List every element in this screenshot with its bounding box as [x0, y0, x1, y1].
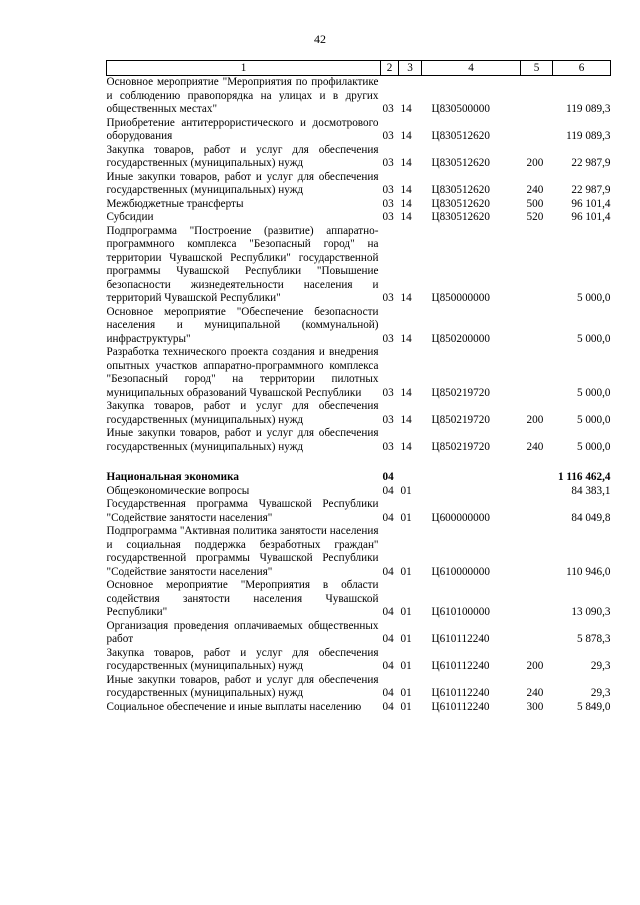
- row-subsection: 14: [400, 157, 412, 169]
- row-name: Основное мероприятие "Мероприятия в области содействия занятости населения Чувашской Республики": [106, 579, 379, 618]
- row-amount: 5 000,0: [576, 292, 611, 304]
- row-expense-type: 200: [526, 413, 544, 426]
- row-amount: 119 089,3: [566, 130, 611, 142]
- row-expense-type: [521, 525, 553, 579]
- table-row: [107, 144, 611, 171]
- row-subsection: 14: [400, 413, 412, 426]
- row-section: 04: [382, 471, 394, 483]
- table-row: [107, 225, 611, 306]
- table-row: [107, 400, 611, 427]
- row-amount: 5 000,0: [576, 440, 611, 453]
- row-expense-type: 200: [526, 660, 544, 672]
- row-expense-type: [521, 76, 553, 117]
- header-row: [107, 61, 611, 76]
- table-row: [107, 306, 611, 347]
- row-target-code: Ц610112240: [431, 700, 490, 713]
- row-section: 04: [382, 700, 394, 713]
- row-expense-type: 520: [526, 211, 544, 223]
- row-target-code: Ц850000000: [431, 292, 490, 304]
- table-row: [107, 346, 611, 400]
- row-subsection: 01: [400, 606, 412, 618]
- header-col-6: 6: [553, 61, 611, 76]
- row-subsection: 14: [400, 292, 412, 304]
- row-amount: 84 383,1: [571, 484, 611, 497]
- row-section: 03: [382, 130, 394, 142]
- row-expense-type: 240: [526, 440, 544, 453]
- row-subsection: 14: [400, 386, 412, 399]
- row-amount: 5 000,0: [576, 413, 611, 426]
- row-expense-type: [521, 225, 553, 306]
- row-amount: 1 116 462,4: [557, 471, 611, 483]
- row-section: 03: [382, 157, 394, 169]
- row-target-code: Ц850219720: [431, 440, 490, 453]
- row-name: Организация проведения оплачиваемых общественных работ: [106, 619, 379, 645]
- row-target-code: Ц600000000: [431, 511, 490, 524]
- row-target-code: Ц830500000: [431, 103, 490, 115]
- row-name: Межбюджетные трансферты: [106, 197, 244, 210]
- header-col-4: 4: [422, 61, 521, 76]
- row-subsection: 14: [400, 211, 412, 223]
- row-expense-type: 300: [526, 700, 544, 713]
- row-name: Государственная программа Чувашской Республики "Содействие занятости населения": [106, 498, 379, 524]
- row-target-code: Ц610112240: [431, 660, 490, 672]
- row-amount: 22 987,9: [571, 184, 611, 196]
- row-name: Иные закупки товаров, работ и услуг для обеспечения государственных (муниципальных) нужд: [106, 427, 379, 453]
- page-number: 42: [314, 32, 326, 46]
- row-target-code: Ц610112240: [431, 687, 490, 699]
- row-target-code: Ц610000000: [431, 565, 490, 578]
- row-subsection: 01: [400, 700, 412, 713]
- header-col-2: 2: [381, 61, 399, 76]
- row-name: Национальная экономика: [106, 471, 239, 483]
- row-name: Закупка товаров, работ и услуг для обеспечения государственных (муниципальных) нужд: [106, 646, 379, 672]
- header-col-5: 5: [521, 61, 553, 76]
- row-expense-type: 500: [526, 197, 544, 210]
- row-section: 04: [382, 687, 394, 699]
- row-expense-type: [521, 346, 553, 400]
- row-target-code: Ц830512620: [431, 157, 490, 169]
- row-expense-type: 200: [526, 157, 544, 169]
- row-name: Иные закупки товаров, работ и услуг для обеспечения государственных (муниципальных) нужд: [106, 673, 379, 699]
- row-expense-type: 240: [526, 184, 544, 196]
- row-target-code: Ц610112240: [431, 633, 490, 645]
- header-col-3: 3: [399, 61, 422, 76]
- table-row: [107, 498, 611, 525]
- row-subsection: 01: [400, 565, 412, 578]
- row-name: Закупка товаров, работ и услуг для обеспечения государственных (муниципальных) нужд: [106, 143, 379, 169]
- row-section: 04: [382, 565, 394, 578]
- table-row: [107, 427, 611, 454]
- row-target-code: Ц830512620: [431, 184, 490, 196]
- row-amount: 5 000,0: [576, 386, 611, 399]
- table-body: [107, 76, 611, 715]
- table-row: [107, 117, 611, 144]
- row-expense-type: [521, 498, 553, 525]
- row-name: Подпрограмма "Построение (развитие) аппаратно-программного комплекса "Безопасный город" на территории Чувашской Республики" государственной программы Чувашской Республики "Повышение безопасности жизнедеятельности населения и территорий Чувашской Республики": [106, 224, 379, 304]
- row-amount: 5 878,3: [576, 633, 611, 645]
- row-target-code: [422, 485, 521, 499]
- row-name: Подпрограмма "Активная политика занятости населения и социальная поддержка безработных граждан" государственной программы Чувашской Республики "Содействие занятости населения": [106, 525, 379, 578]
- row-target-code: Ц830512620: [431, 197, 490, 210]
- row-name: Приобретение антитеррористического и досмотрового оборудования: [106, 116, 379, 142]
- row-expense-type: 240: [526, 687, 544, 699]
- row-section: 03: [382, 292, 394, 304]
- row-subsection: 01: [400, 511, 412, 524]
- row-target-code: Ц850219720: [431, 413, 490, 426]
- row-name: Разработка технического проекта создания и внедрения опытных участков аппаратно-программного комплекса "Безопасный город" на территории пилотных муниципальных образований Чувашской Республики: [106, 346, 379, 399]
- row-section: 03: [382, 211, 394, 223]
- row-section: 04: [382, 633, 394, 645]
- row-amount: 84 049,8: [571, 511, 611, 524]
- row-target-code: Ц830512620: [431, 211, 490, 223]
- row-subsection: 14: [400, 440, 412, 453]
- spacer-row: [107, 454, 611, 471]
- row-section: 04: [382, 660, 394, 672]
- row-amount: 5 000,0: [576, 332, 611, 345]
- row-section: 04: [382, 484, 394, 497]
- row-target-code: Ц850200000: [431, 332, 490, 345]
- budget-table: [106, 60, 611, 714]
- row-expense-type: [521, 579, 553, 620]
- row-amount: 96 101,4: [571, 211, 611, 223]
- row-subsection: 01: [400, 484, 412, 497]
- row-subsection: [399, 471, 422, 485]
- row-amount: 96 101,4: [571, 197, 611, 210]
- row-section: 03: [382, 440, 394, 453]
- row-subsection: 14: [400, 197, 412, 210]
- row-expense-type: [521, 471, 553, 485]
- row-section: 03: [382, 332, 394, 345]
- row-section: 03: [382, 413, 394, 426]
- row-subsection: 01: [400, 687, 412, 699]
- row-subsection: 14: [400, 103, 412, 115]
- table-row: [107, 171, 611, 198]
- row-amount: 29,3: [590, 660, 611, 672]
- row-amount: 22 987,9: [571, 157, 611, 169]
- table-header: [107, 61, 611, 76]
- row-section: 03: [382, 103, 394, 115]
- row-amount: 13 090,3: [571, 606, 611, 618]
- row-expense-type: [521, 117, 553, 144]
- row-target-code: [422, 471, 521, 485]
- row-subsection: 14: [400, 332, 412, 345]
- row-expense-type: [521, 485, 553, 499]
- table-row: [107, 471, 611, 485]
- row-subsection: 01: [400, 633, 412, 645]
- table-row: [107, 701, 611, 715]
- row-subsection: 14: [400, 184, 412, 196]
- table-row: [107, 674, 611, 701]
- row-name: Социальное обеспечение и иные выплаты населению: [106, 700, 362, 713]
- row-expense-type: [521, 620, 553, 647]
- row-amount: 5 849,0: [576, 700, 611, 713]
- row-amount: 119 089,3: [566, 103, 611, 115]
- row-name: Основное мероприятие "Обеспечение безопасности населения и муниципальной (коммунальной) инфраструктуры": [106, 305, 379, 345]
- row-amount: 29,3: [590, 687, 611, 699]
- row-name: Субсидии: [106, 211, 154, 223]
- row-name: Иные закупки товаров, работ и услуг для обеспечения государственных (муниципальных) нужд: [106, 170, 379, 196]
- row-amount: 110 946,0: [566, 565, 611, 578]
- row-subsection: 14: [400, 130, 412, 142]
- row-name: Закупка товаров, работ и услуг для обеспечения государственных (муниципальных) нужд: [106, 400, 379, 426]
- row-target-code: Ц830512620: [431, 130, 490, 142]
- table-row: [107, 485, 611, 499]
- table-row: [107, 198, 611, 212]
- row-target-code: Ц850219720: [431, 386, 490, 399]
- table-row: [107, 525, 611, 579]
- row-name: Основное мероприятие "Мероприятия по профилактике и соблюдению правопорядка на улицах и в других общественных местах": [106, 76, 379, 115]
- row-section: 03: [382, 184, 394, 196]
- row-subsection: 01: [400, 660, 412, 672]
- table-row: [107, 647, 611, 674]
- row-section: 03: [382, 386, 394, 399]
- table-row: [107, 579, 611, 620]
- table-row: [107, 620, 611, 647]
- row-section: 03: [382, 197, 394, 210]
- row-expense-type: [521, 306, 553, 347]
- table-row: [107, 76, 611, 117]
- spacer-cell: [107, 454, 611, 471]
- table-row: [107, 211, 611, 225]
- row-section: 04: [382, 606, 394, 618]
- row-section: 04: [382, 511, 394, 524]
- row-name: Общеэкономические вопросы: [106, 484, 250, 497]
- row-target-code: Ц610100000: [431, 606, 490, 618]
- header-col-1: 1: [107, 61, 381, 76]
